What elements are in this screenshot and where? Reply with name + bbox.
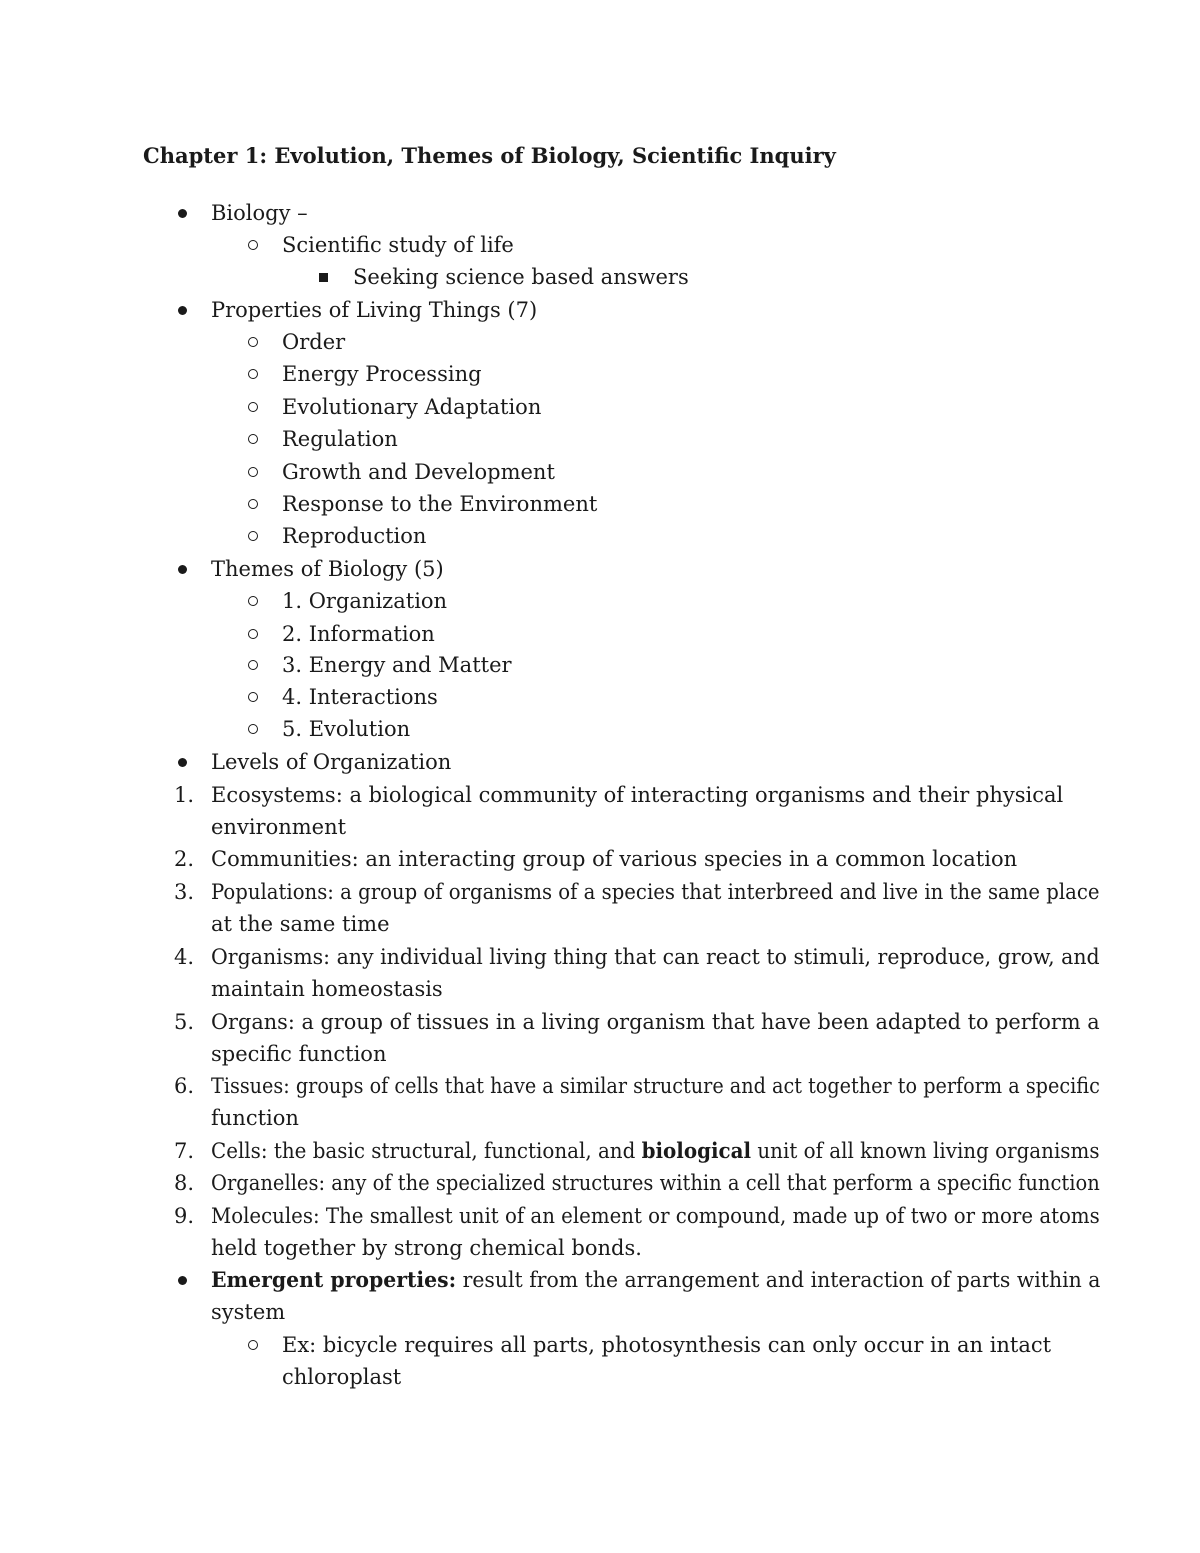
list-item-property xyxy=(0,391,1200,424)
bullet-circle-icon xyxy=(248,337,258,347)
list-item-text: Energy Processing xyxy=(282,362,482,386)
item-text: maintain homeostasis xyxy=(211,977,443,1001)
emergent-text: result from the arrangement and interaction of parts within a xyxy=(456,1268,1101,1292)
bullet-circle-icon xyxy=(248,434,258,444)
bullet-circle-icon xyxy=(248,499,258,509)
bullet-disc-icon xyxy=(178,306,187,315)
list-item-text: Ex: bicycle requires all parts, photosynthesis can only occur in an intact xyxy=(282,1333,1052,1357)
numbered-item xyxy=(0,843,1200,876)
item-text: at the same time xyxy=(211,912,390,936)
bullet-circle-icon xyxy=(248,467,258,477)
list-item-text: Response to the Environment xyxy=(282,492,598,516)
list-item-text: 2. Information xyxy=(282,622,435,646)
item-text xyxy=(211,1135,1100,1167)
item-number: 6. xyxy=(174,1074,195,1098)
bullet-disc-icon xyxy=(178,1276,187,1285)
list-item-emergent xyxy=(0,1264,1200,1297)
list-item-property xyxy=(0,358,1200,391)
list-item-text: Seeking science based answers xyxy=(353,265,689,289)
list-item-text: Properties of Living Things (7) xyxy=(211,298,538,322)
list-item-theme xyxy=(0,618,1200,651)
item-text-post: unit of all known living organisms xyxy=(751,1139,1100,1163)
bullet-circle-icon xyxy=(248,692,258,702)
list-item-text: Order xyxy=(282,330,346,354)
item-text: function xyxy=(211,1106,299,1130)
item-number: 1. xyxy=(174,783,195,807)
list-item-biology-detail xyxy=(0,261,1200,294)
list-item-text: 4. Interactions xyxy=(282,685,438,709)
bold-term: biological xyxy=(641,1138,752,1163)
list-item-text: Biology – xyxy=(211,201,308,225)
item-number: 3. xyxy=(174,880,195,904)
chapter-title: Chapter 1: Evolution, Themes of Biology, Scientific Inquiry xyxy=(143,143,836,168)
numbered-item xyxy=(0,1200,1200,1233)
list-item-text: 5. Evolution xyxy=(282,717,411,741)
list-item-theme xyxy=(0,649,1200,682)
list-item-property xyxy=(0,423,1200,456)
list-item-text: Regulation xyxy=(282,427,398,451)
item-text: environment xyxy=(211,815,347,839)
bullet-disc-icon xyxy=(178,758,187,767)
list-item-text xyxy=(211,1264,1100,1296)
list-item-text: Scientific study of life xyxy=(282,233,514,257)
numbered-item xyxy=(0,1135,1200,1168)
item-text-pre: Cells: the basic structural, functional, and xyxy=(211,1139,642,1163)
item-text: held together by strong chemical bonds. xyxy=(211,1236,642,1260)
list-item-property xyxy=(0,520,1200,553)
list-item-themes xyxy=(0,553,1200,586)
numbered-item-continuation xyxy=(0,1102,1200,1135)
list-item-continuation xyxy=(0,1361,1200,1394)
list-item-biology xyxy=(0,197,1200,230)
item-text: Organelles: any of the specialized structures within a cell that perform a specific function xyxy=(211,1171,1100,1195)
list-item-text: 3. Energy and Matter xyxy=(282,653,512,677)
bullet-circle-icon xyxy=(248,240,258,250)
bullet-circle-icon xyxy=(248,531,258,541)
item-number: 9. xyxy=(174,1204,195,1228)
list-item-text: Reproduction xyxy=(282,524,427,548)
bullet-circle-icon xyxy=(248,402,258,412)
list-item-continuation xyxy=(0,1296,1200,1329)
list-item-properties xyxy=(0,294,1200,327)
item-text: Communities: an interacting group of various species in a common location xyxy=(211,847,1018,871)
list-item-property xyxy=(0,456,1200,489)
numbered-item-continuation xyxy=(0,908,1200,941)
numbered-item xyxy=(0,876,1200,909)
list-item-text: Evolutionary Adaptation xyxy=(282,395,542,419)
bullet-square-icon xyxy=(319,273,328,282)
list-item-text: chloroplast xyxy=(282,1365,402,1389)
item-number: 7. xyxy=(174,1139,195,1163)
bullet-circle-icon xyxy=(248,629,258,639)
numbered-item-continuation xyxy=(0,973,1200,1006)
bold-term: Emergent properties: xyxy=(211,1267,457,1292)
bullet-circle-icon xyxy=(248,724,258,734)
item-number: 5. xyxy=(174,1010,195,1034)
bullet-circle-icon xyxy=(248,369,258,379)
list-item-biology-definition xyxy=(0,229,1200,262)
bullet-disc-icon xyxy=(178,209,187,218)
item-text: Molecules: The smallest unit of an element or compound, made up of two or more atoms xyxy=(211,1204,1100,1228)
item-text: Ecosystems: a biological community of interacting organisms and their physical xyxy=(211,783,1064,807)
numbered-item xyxy=(0,1006,1200,1039)
list-item-text: Levels of Organization xyxy=(211,750,452,774)
list-item-text: 1. Organization xyxy=(282,589,448,613)
item-text: specific function xyxy=(211,1042,387,1066)
numbered-item-continuation xyxy=(0,1232,1200,1265)
item-text: Populations: a group of organisms of a species that interbreed and live in the same place xyxy=(211,880,1100,904)
list-item-text: Growth and Development xyxy=(282,460,555,484)
item-number: 4. xyxy=(174,945,195,969)
list-item-text: system xyxy=(211,1300,286,1324)
item-number: 8. xyxy=(174,1171,195,1195)
bullet-circle-icon xyxy=(248,1340,258,1350)
item-number: 2. xyxy=(174,847,195,871)
list-item-property xyxy=(0,488,1200,521)
numbered-item-continuation xyxy=(0,1038,1200,1071)
bullet-circle-icon xyxy=(248,596,258,606)
numbered-item xyxy=(0,779,1200,812)
list-item-theme xyxy=(0,681,1200,714)
list-item-property xyxy=(0,326,1200,359)
numbered-item xyxy=(0,1070,1200,1103)
item-text: Organs: a group of tissues in a living organism that have been adapted to perform a xyxy=(211,1010,1100,1034)
bullet-circle-icon xyxy=(248,660,258,670)
list-item-theme xyxy=(0,585,1200,618)
numbered-item xyxy=(0,941,1200,974)
list-item-theme xyxy=(0,713,1200,746)
item-text: Tissues: groups of cells that have a similar structure and act together to perform a specific xyxy=(211,1074,1100,1098)
item-text: Organisms: any individual living thing that can react to stimuli, reproduce, grow, and xyxy=(211,945,1100,969)
bullet-disc-icon xyxy=(178,565,187,574)
list-item-text: Themes of Biology (5) xyxy=(211,557,444,581)
list-item-example xyxy=(0,1329,1200,1362)
list-item-levels xyxy=(0,746,1200,779)
numbered-item xyxy=(0,1167,1200,1200)
numbered-item-continuation xyxy=(0,811,1200,844)
